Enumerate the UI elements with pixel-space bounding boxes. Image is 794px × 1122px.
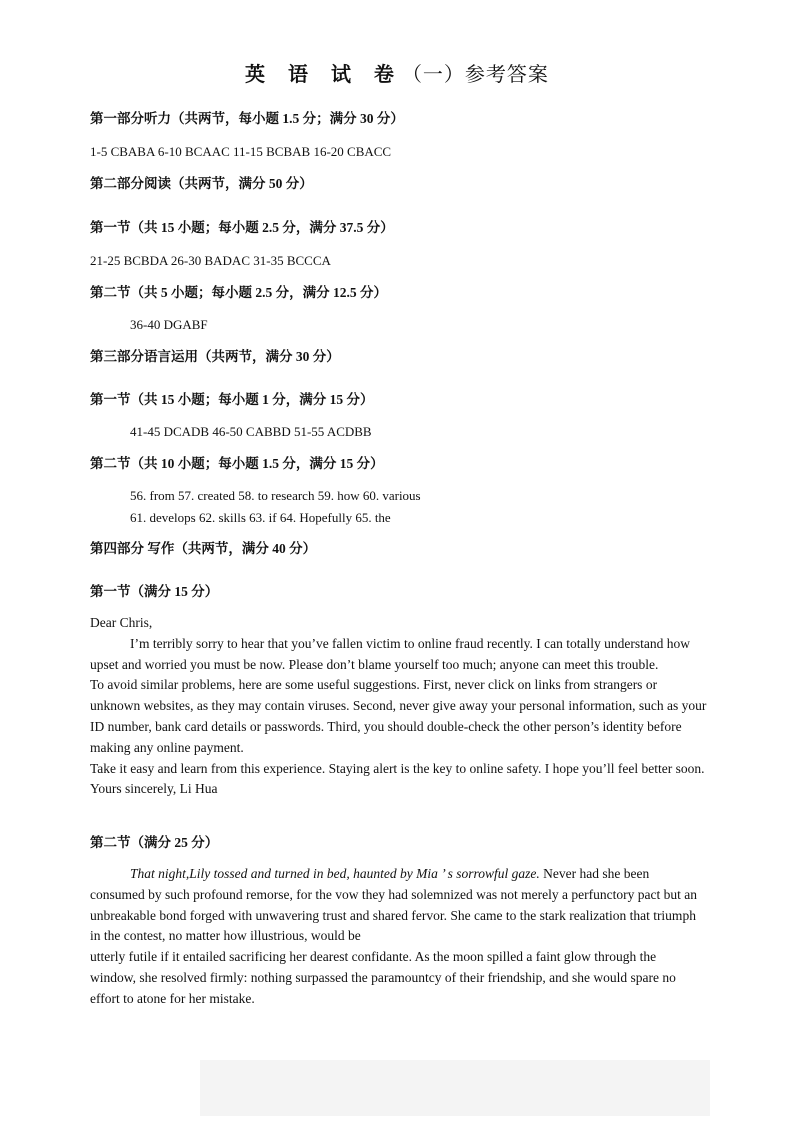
- part3-heading: 第三部分语言运用（共两节，满分 30 分）: [90, 349, 340, 364]
- part3-section1-heading: 第一节（共 15 小题；每小题 1 分，满分 15 分）: [90, 392, 374, 407]
- part2-section1-heading: 第一节（共 15 小题；每小题 2.5 分，满分 37.5 分）: [90, 220, 394, 235]
- continuation-paragraph: [90, 864, 700, 947]
- scan-smudge: [200, 1060, 710, 1116]
- part4-section2-heading: 第二节（满分 25 分）: [90, 835, 219, 850]
- letter-closing: Yours sincerely, Li Hua: [90, 781, 218, 797]
- letter-paragraph: I’m terribly sorry to hear that you’ve fallen victim to online fraud recently. I can totally understand how upset and worried you must be now. Please don’t blame yourself too much; anyone can meet this trouble.: [90, 635, 690, 672]
- letter-salutation: Dear Chris,: [90, 615, 153, 630]
- continuation-italic-lead: That night,Lily tossed and turned in bed, haunted by Mia ’ s sorrowful gaze.: [130, 866, 540, 881]
- continuation-text: Never had she been consumed by such profound remorse, for the vow they had solemnized was not merely a perfunctory pact but an unbreakable bond forged with unwavering trust and shared fervor. She came to the stark realization that triumph in the contest, no matter how illustrious, would be: [90, 866, 697, 944]
- part2-section2-heading: 第二节（共 5 小题；每小题 2.5 分，满分 12.5 分）: [90, 285, 387, 300]
- part1-heading: 第一部分听力（共两节，每小题 1.5 分；满分 30 分）: [90, 111, 404, 126]
- title-sub: （一）参考答案: [401, 62, 549, 86]
- letter-paragraph: Take it easy and learn from this experience. Staying alert is the key to online safety. I hope you’ll feel better soon.: [90, 760, 705, 776]
- part2-section2-answers: 36-40 DGABF: [130, 317, 208, 332]
- part2-section1-answers: 21-25 BCBDA 26-30 BADAC 31-35 BCCCA: [90, 253, 331, 268]
- part3-section2-heading: 第二节（共 10 小题；每小题 1.5 分，满分 15 分）: [90, 456, 384, 471]
- page-title: [0, 58, 794, 87]
- part1-answers: 1-5 CBABA 6-10 BCAAC 11-15 BCBAB 16-20 CBACC: [90, 144, 392, 159]
- letter: [90, 613, 710, 800]
- part3-section2-answers-line2: 61. develops 62. skills 63. if 64. Hopefully 65. the: [130, 510, 391, 525]
- part3-section2-answers-line1: 56. from 57. created 58. to research 59. how 60. various: [130, 488, 421, 503]
- title-main: 英 语 试 卷: [245, 62, 402, 86]
- letter-paragraph: To avoid similar problems, here are some useful suggestions. First, never click on links from strangers or unknown websites, as they may contain viruses. Second, never give away your personal information, such as your ID number, bank card details or passwords. Third, you should double-check the other person’s identity before making any online payment.: [90, 677, 707, 755]
- part4-section1-heading: 第一节（满分 15 分）: [90, 584, 219, 599]
- continuation-paragraph: utterly futile if it entailed sacrificing her dearest confidante. As the moon spilled a faint glow through the window, she resolved firmly: nothing surpassed the paramountcy of their friendship, and she would spare no effort to atone for her mistake.: [90, 949, 676, 1006]
- part3-section1-answers: 41-45 DCADB 46-50 CABBD 51-55 ACDBB: [130, 424, 372, 439]
- part2-heading: 第二部分阅读（共两节，满分 50 分）: [90, 176, 313, 191]
- continuation-writing: [90, 864, 700, 1010]
- part4-heading: 第四部分 写作（共两节，满分 40 分）: [90, 541, 317, 556]
